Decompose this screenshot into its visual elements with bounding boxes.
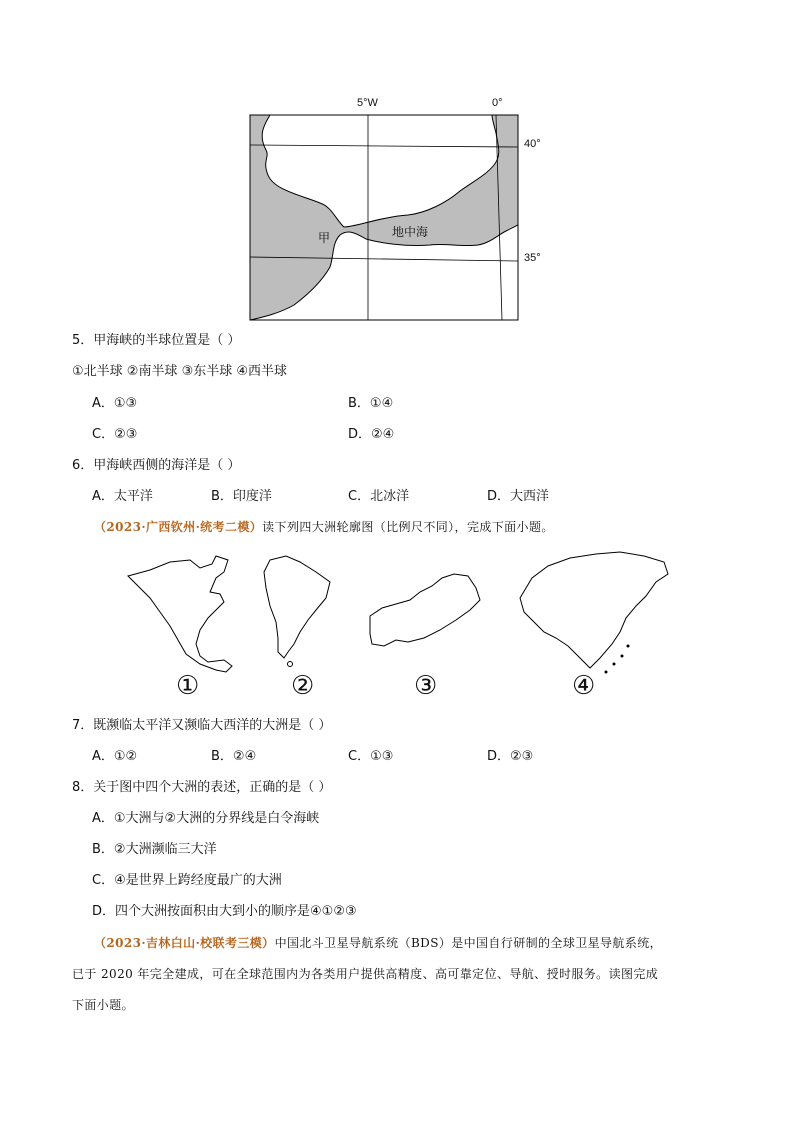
intro-beidou-line3: 下面小题。 [72, 998, 135, 1012]
intro-beidou-line2: 已于 2020 年完全建成，可在全球范围内为各类用户提供高精度、高可靠定位、导航、授时服务。读图完成 [72, 967, 659, 981]
continent-south-america [264, 556, 330, 658]
question-8-option-b[interactable]: B．②大洲濒临三大洋 [92, 842, 217, 857]
question-7-option-c[interactable]: C．①③ [348, 749, 394, 764]
strait-map [240, 95, 540, 325]
question-5-choices: ①北半球 ②南半球 ③东半球 ④西半球 [72, 364, 288, 379]
intro-continents [94, 513, 554, 541]
question-8-option-c[interactable]: C．④是世界上跨经度最广的大洲 [92, 873, 282, 888]
strait-map-svg [240, 95, 540, 325]
continent-number-1: ① [176, 671, 200, 701]
map-label-0: 0° [492, 97, 503, 109]
question-5-option-d[interactable]: D．②④ [348, 427, 395, 442]
continent-number-4: ④ [572, 671, 596, 701]
question-7-stem: 7．既濒临太平洋又濒临大西洋的大洲是（ ） [72, 718, 332, 733]
question-7-option-b[interactable]: B．②④ [211, 749, 257, 764]
question-6-option-c[interactable]: C．北冰洋 [348, 489, 410, 504]
question-5-option-b[interactable]: B．①④ [348, 396, 394, 411]
continent-asia [520, 552, 668, 668]
intro-beidou-source: （2023·吉林白山·校联考三模） [94, 936, 275, 950]
continent-europe [370, 574, 480, 646]
continent-number-3: ③ [414, 671, 438, 701]
intro-continents-source: （2023·广西钦州·统考二模） [94, 520, 263, 534]
continents-svg [120, 548, 680, 708]
continents-figure [120, 548, 680, 708]
question-7-option-a[interactable]: A．①② [92, 749, 138, 764]
map-label-jia: 甲 [318, 231, 331, 245]
map-label-40: 40° [524, 138, 541, 150]
question-5-stem: 5．甲海峡的半球位置是（ ） [72, 333, 241, 348]
question-6-option-a[interactable]: A．太平洋 [92, 489, 153, 504]
question-7-option-d[interactable]: D．②③ [487, 749, 534, 764]
intro-beidou-line1 [72, 928, 732, 959]
intro-continents-text: 读下列四大洲轮廓图（比例尺不同），完成下面小题。 [262, 520, 554, 534]
question-6-option-b[interactable]: B．印度洋 [211, 489, 272, 504]
question-6-option-d[interactable]: D．大西洋 [487, 489, 550, 504]
question-8-option-a[interactable]: A．①大洲与②大洲的分界线是白令海峡 [92, 811, 320, 826]
question-5-option-a[interactable]: A．①③ [92, 396, 138, 411]
intro-beidou [72, 928, 732, 1021]
question-6-stem: 6．甲海峡西侧的海洋是（ ） [72, 458, 241, 473]
map-label-5w: 5°W [357, 97, 378, 109]
question-8-stem: 8．关于图中四个大洲的表述，正确的是（ ） [72, 780, 332, 795]
question-5-option-c[interactable]: C．②③ [92, 427, 138, 442]
map-label-sea: 地中海 [392, 225, 429, 239]
question-8-option-d[interactable]: D．四个大洲按面积由大到小的顺序是④①②③ [92, 904, 357, 919]
continent-number-2: ② [291, 671, 315, 701]
continent-north-america [128, 556, 232, 672]
map-label-35: 35° [524, 252, 541, 264]
intro-beidou-text1: 中国北斗卫星导航系统（BDS）是中国自行研制的全球卫星导航系统， [274, 936, 663, 950]
